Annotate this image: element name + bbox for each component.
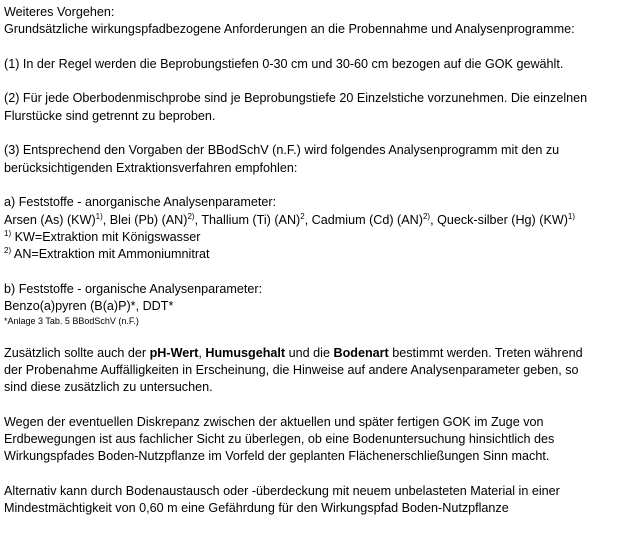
footnote-1	[4, 229, 640, 246]
additional-line-2: der Probenahme Auffälligkeiten in Erscheinung, die Hinweise auf andere Analysenparameter geben, so	[4, 362, 579, 377]
spacer	[4, 466, 640, 483]
spacer	[4, 177, 640, 194]
spacer	[4, 125, 640, 142]
footnote-ref: 2)	[187, 211, 195, 221]
text-run: ,	[198, 345, 206, 360]
spacer	[4, 397, 640, 414]
text-run: Zusätzlich sollte auch der	[4, 345, 150, 360]
bold-ph-wert: pH-Wert	[149, 345, 199, 360]
paragraph-2-line-2: Flurstücke sind getrennt zu beproben.	[4, 108, 216, 123]
paragraph-2-line-1: (2) Für jede Oberbodenmischprobe sind je Beprobungstiefe 20 Einzelstiche vorzunehmen. Die einzelnen	[4, 91, 588, 106]
footnote-2	[4, 246, 640, 263]
alternative-line-1: Alternativ kann durch Bodenaustausch oder -überdeckung mit neuem unbelasteten Material in einer	[4, 484, 560, 499]
discrepancy-line-2: Erdbewegungen ist aus fachlicher Sicht zu überlegen, ob eine Bodenuntersuchung hinsichtlich des	[4, 432, 555, 447]
footnote-1-text: KW=Extraktion mit Königswasser	[11, 229, 201, 244]
spacer	[4, 39, 640, 56]
section-b-note: *Anlage 3 Tab. 5 BBodSchV (n.F.)	[4, 316, 139, 327]
footnote-2-text: AN=Extraktion mit Ammoniumnitrat	[11, 247, 210, 262]
heading: Weiteres Vorgehen:	[4, 5, 115, 19]
footnote-marker: 1)	[4, 228, 12, 238]
section-b-parameters: Benzo(a)pyren (B(a)P)*, DDT*	[4, 299, 174, 314]
discrepancy-line-1: Wegen der eventuellen Diskrepanz zwischen der aktuellen und später fertigen GOK im Zuge von	[4, 414, 544, 429]
discrepancy-line-3: Wirkungspfades Boden-Nutzpflanze im Vorfeld der geplanten Flächenerschließungen Sinn macht.	[4, 449, 550, 464]
additional-line-1	[4, 345, 640, 362]
text-run: bestimmt werden. Treten während	[388, 345, 583, 360]
intro-text: Grundsätzliche wirkungspfadbezogene Anforderungen an die Probennahme und Analysenprogramme:	[4, 22, 575, 37]
paragraph-3-line-2: berücksichtigenden Extraktionsverfahren empfohlen:	[4, 160, 298, 175]
spacer	[4, 263, 640, 280]
additional-line-3: sind diese zusätzlich zu untersuchen.	[4, 380, 213, 395]
param-thallium: , Thallium (Ti) (AN)	[194, 212, 301, 227]
param-cadmium: , Cadmium (Cd) (AN)	[304, 212, 423, 227]
bold-humusgehalt: Humusgehalt	[205, 345, 286, 360]
spacer	[4, 73, 640, 90]
alternative-line-2: Mindestmächtigkeit von 0,60 m eine Gefährdung für den Wirkungspfad Boden-Nutzpflanze	[4, 501, 509, 516]
bold-bodenart: Bodenart	[333, 345, 389, 360]
footnote-ref: 2)	[422, 211, 431, 221]
footnote-marker: 2)	[4, 246, 12, 256]
section-a-heading: a) Feststoffe - anorganische Analysenparameter:	[4, 195, 277, 210]
text-run: und die	[285, 345, 334, 360]
param-quecksilber: , Queck-silber (Hg) (KW)	[430, 212, 568, 227]
section-b-heading: b) Feststoffe - organische Analysenparameter:	[4, 281, 263, 296]
param-arsen: Arsen (As) (KW)	[4, 212, 96, 227]
spacer	[4, 327, 640, 344]
footnote-ref: 1)	[95, 211, 103, 221]
paragraph-3-line-1: (3) Entsprechend den Vorgaben der BBodSchV (n.F.) wird folgendes Analysenprogramm mit den zu	[4, 143, 560, 158]
param-blei: , Blei (Pb) (AN)	[102, 212, 188, 227]
paragraph-1: (1) In der Regel werden die Beprobungstiefen 0-30 cm und 30-60 cm bezogen auf die GOK gewählt.	[4, 56, 564, 71]
footnote-ref: 2	[300, 211, 305, 221]
footnote-ref: 1)	[567, 211, 576, 221]
section-a-parameters	[4, 212, 640, 229]
